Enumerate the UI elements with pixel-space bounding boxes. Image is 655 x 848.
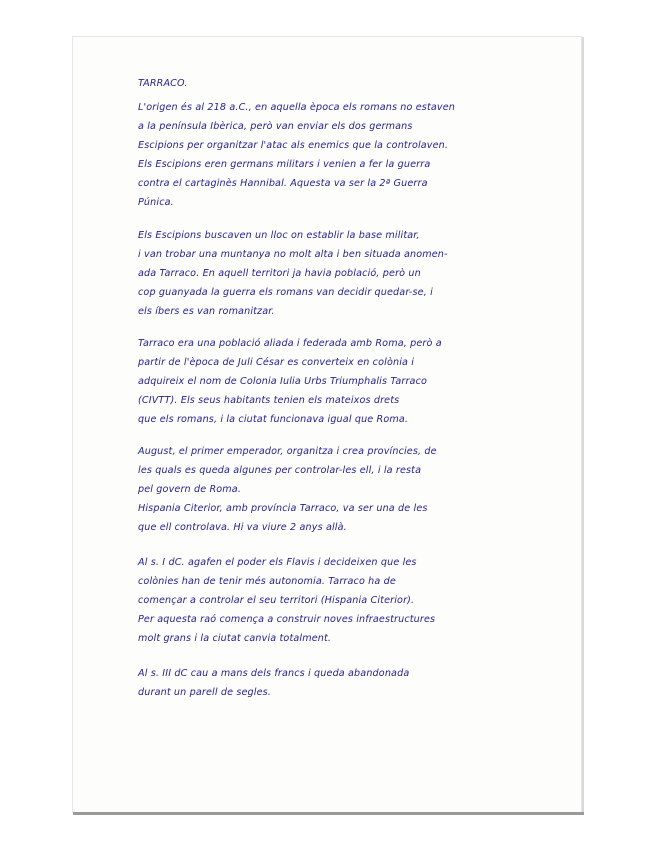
handwritten-page: [73, 37, 581, 812]
text-line: contra el cartaginès Hannibal. Aquesta va ser la 2ª Guerra: [138, 178, 428, 189]
text-line: (CIVTT). Els seus habitants tenien els mateixos drets: [138, 395, 400, 406]
text-line: Púnica.: [138, 197, 174, 208]
text-line: Al s. III dC cau a mans dels francs i queda abandonada: [138, 668, 410, 679]
text-line: ada Tarraco. En aquell territori ja havia població, però un: [138, 268, 421, 279]
text-line: Hispania Citerior, amb província Tarraco, va ser una de les: [138, 503, 428, 514]
text-line: a la península Ibèrica, però van enviar els dos germans: [138, 121, 413, 132]
text-line: Per aquesta raó comença a construir noves infraestructures: [138, 614, 436, 625]
text-line: adquireix el nom de Colonia Iulia Urbs Triumphalis Tarraco: [138, 376, 428, 387]
text-line: L'origen és al 218 a.C., en aquella època els romans no estaven: [138, 102, 456, 113]
text-line: pel govern de Roma.: [138, 484, 242, 495]
text-line: durant un parell de segles.: [138, 687, 271, 698]
text-line: Tarraco era una població aliada i federada amb Roma, però a: [138, 338, 442, 349]
text-line: els íbers es van romanitzar.: [138, 306, 275, 317]
text-line: August, el primer emperador, organitza i crea províncies, de: [138, 446, 437, 457]
text-line: Al s. I dC. agafen el poder els Flavis i decideixen que les: [138, 557, 417, 568]
text-line: que ell controlava. Hi va viure 2 anys allà.: [138, 522, 347, 533]
text-line: Els Escipions eren germans militars i venien a fer la guerra: [138, 159, 431, 170]
text-line: Escipions per organitzar l'atac als enemics que la controlaven.: [138, 140, 449, 151]
text-line: colònies han de tenir més autonomia. Tarraco ha de: [138, 576, 396, 587]
text-line: que els romans, i la ciutat funcionava igual que Roma.: [138, 414, 409, 425]
text-line: començar a controlar el seu territori (Hispania Citerior).: [138, 595, 415, 606]
text-line: partir de l'època de Juli César es converteix en colònia i: [138, 357, 415, 368]
text-line: Els Escipions buscaven un lloc on establir la base militar,: [138, 230, 420, 241]
text-line: cop guanyada la guerra els romans van decidir quedar-se, i: [138, 287, 433, 298]
text-line: les quals es queda algunes per controlar-les ell, i la resta: [138, 465, 422, 476]
document-title: TARRACO.: [138, 78, 188, 89]
text-line: molt grans i la ciutat canvia totalment.: [138, 633, 332, 644]
text-line: i van trobar una muntanya no molt alta i ben situada anomen-: [138, 249, 448, 260]
